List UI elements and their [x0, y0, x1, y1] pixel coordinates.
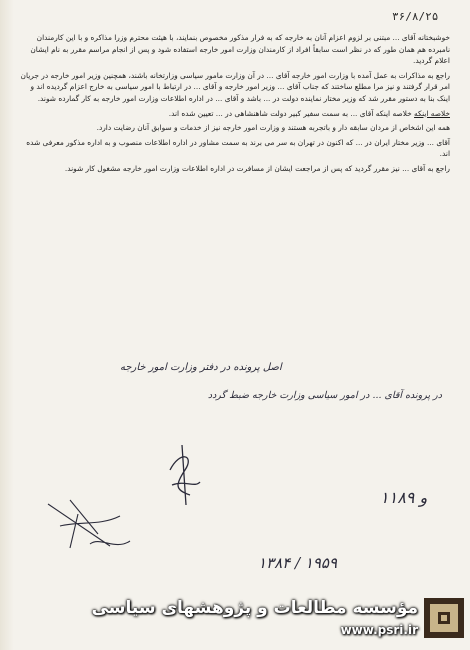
underlined-phrase: خلاصه اینکه: [414, 108, 450, 118]
stamp-number: ۱۳۸۴ / ۱۹۵۹: [258, 554, 338, 572]
handwritten-number: ۱۱۸۹ و: [380, 488, 428, 507]
paragraph-1: خوشبختانه آقای ... مبتنی بر لزوم اعزام آنان به خارجه که به فرار مذکور مخصوص بنمایند، با هیئت محترم وزرا مذاکره و با این کارمندان نامبرده هم همان طور که در نظر است سابقاً افراد از کارمندان وزارت امور خارجه استفاده شود و پس از انجام مراسم مقرر به نام ایشان اعلام گردید.: [30, 33, 450, 66]
paragraph-3-text: خلاصه اینکه آقای ... به سمت سفیر کبیر دولت شاهنشاهی در ... تعیین شده اند.: [168, 108, 412, 118]
institute-name: مؤسسه مطالعات و پژوهشهای سیاسی: [91, 598, 418, 618]
institute-url[interactable]: www.psri.ir: [340, 623, 418, 637]
document-reference-number: ۳۶/۸/۲۵: [392, 10, 439, 23]
paragraph-5: آقای ... وزیر مختار ایران در ... که اکنون در تهران به سر می برند به سمت مشاور در اداره اطلاعات منصوب و به اداره مذکور معرفی شده اند.: [26, 137, 450, 159]
paragraph-3: [20, 108, 450, 120]
psri-logo-icon: [424, 598, 464, 638]
paragraph-6: راجع به آقای ... نیز مقرر گردید که پس از مراجعت ایشان از مسافرت در اداره اطلاعات وزارت امور خارجه مشغول کار شوند.: [64, 163, 450, 173]
paragraph-4: همه این اشخاص از مردان سابقه دار و باتجربه هستند و وزارت امور خارجه نیز از خدمات و سوابق آنان رضایت دارد.: [96, 123, 450, 133]
logo-center: [441, 615, 447, 621]
handwritten-note-2: در پرونده آقای ... در امور سیاسی وزارت خارجه ضبط گردد: [207, 390, 442, 401]
paragraph-2: راجع به مذاکرات به عمل آمده با وزارت امور خارجه آقای ... در آن وزارت مامور سیاسی وزارتخانه باشند، همچنین وزیر امور خارجه در جریان امر قرار گرفتند و نیز مرا مطلع ساختند که جناب آقای ... وزیر امور خارجه و آقای ... در ارتباط با امور سیاسی به خارج اعزام گردیده اند و اینک بنا به دستور مقرر شد که وزیر مختار نماینده دولت در ... باشد و آقای ... در اداره اطلاعات وزارت امور خارجه به کار گمارده شوند.: [20, 70, 450, 103]
document-body: [20, 32, 450, 175]
paraph-mark: [40, 496, 140, 560]
handwritten-note-1: اصل پرونده در دفتر وزارت امور خارجه: [120, 362, 282, 373]
watermark-footer: [91, 596, 470, 650]
signature-scribble: [160, 440, 210, 510]
